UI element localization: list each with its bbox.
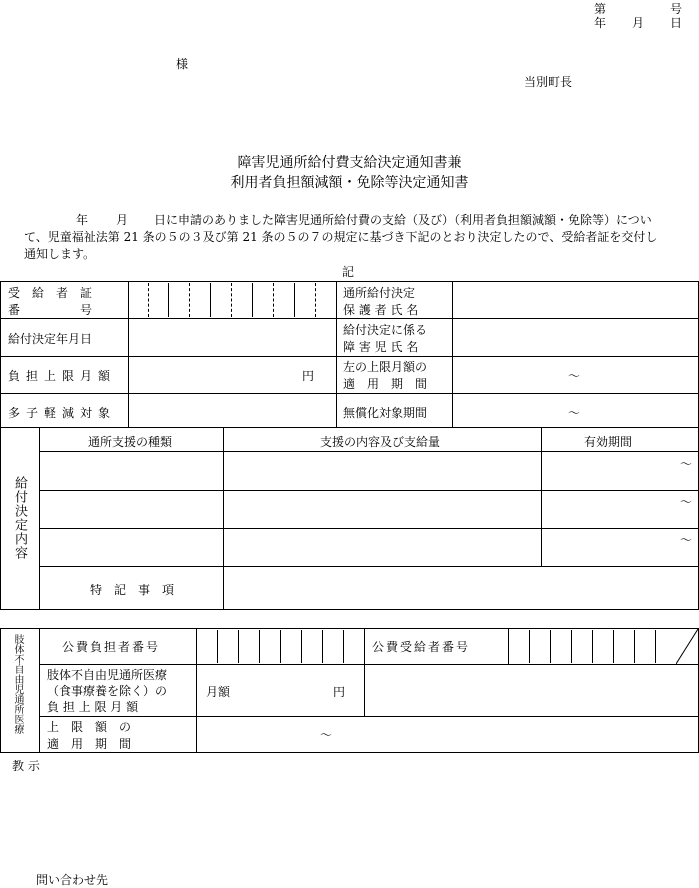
ki-heading: 記: [342, 265, 355, 279]
multi-child-label: 多子軽減対象: [8, 406, 117, 420]
contact-label: 問い合わせ先: [36, 873, 109, 887]
period-tilde: ～: [568, 369, 581, 383]
number-dai: 第: [594, 2, 607, 16]
addressee-sama: 様: [176, 57, 189, 71]
child-label-1: 給付決定に係る: [343, 323, 428, 337]
date-month: 月: [632, 16, 645, 30]
payer-number-label: 公費負担者番号: [62, 640, 161, 654]
decision-content-side-label: 給付決定内容: [12, 476, 27, 560]
diagonal-slash-cell: [676, 629, 698, 664]
recipient-no-label-1: 受 給 者 証: [8, 286, 93, 300]
valid-tilde-2: ～: [680, 495, 693, 509]
recipient-number-label: 公費受給者番号: [372, 640, 471, 654]
limit-period-tilde: ～: [320, 728, 333, 742]
medical-monthly-yen: 円: [333, 685, 346, 699]
free-period-tilde: ～: [568, 406, 581, 420]
free-period-label: 無償化対象期間: [343, 406, 428, 420]
guardian-label-1: 通所給付決定: [343, 286, 416, 300]
medical-limit-label-3: 負 担 上 限 月 額: [47, 700, 139, 714]
child-label-2: 障 害 児 氏 名: [343, 340, 419, 354]
col-content-header: 支援の内容及び支給量: [320, 435, 441, 449]
valid-tilde-1: ～: [680, 457, 693, 471]
number-go: 号: [670, 2, 683, 16]
guardian-label-2: 保 護 者 氏 名: [343, 303, 419, 317]
medical-limit-label-2: （食事療養を除く）の: [47, 684, 168, 698]
col-valid-header: 有効期間: [584, 435, 633, 449]
limit-period-label-2: 適 用 期 間: [47, 737, 132, 751]
recipient-no-label-2: 番 号: [8, 303, 93, 317]
kyouji-label: 教 示: [12, 759, 40, 773]
body-line-1: 日に申請のありました障害児通所給付費の支給（及び）（利用者負担額減額・免除等）につい: [154, 213, 652, 227]
body-month: 月: [116, 213, 129, 227]
monthly-limit-label: 負担上限月額: [8, 369, 117, 383]
special-notes-label: 特 記 事 項: [90, 583, 175, 597]
medical-side-label: 肢体不自由児通所医療: [12, 634, 23, 734]
monthly-limit-yen: 円: [302, 369, 315, 383]
title-line-1: 障害児通所給付費支給決定通知書兼: [237, 155, 462, 171]
col-service-header: 通所支援の種類: [88, 435, 173, 449]
medical-monthly-label: 月額: [206, 685, 231, 699]
decision-date-label: 給付決定年月日: [8, 332, 93, 346]
period-label-1: 左の上限月額の: [343, 360, 428, 374]
body-year: 年: [76, 213, 89, 227]
date-day: 日: [670, 16, 683, 30]
title-line-2: 利用者負担額減額・免除等決定通知書: [230, 175, 469, 191]
limit-period-label-1: 上 限 額 の: [47, 720, 132, 734]
body-line-2: て、児童福祉法第 21 条の５の３及び第 21 条の５の７の規定に基づき下記のとおり決定したので、受給者証を交付し: [24, 230, 658, 244]
issuer-name: 当別町長: [524, 75, 573, 89]
medical-limit-label-1: 肢体不自由児通所医療: [47, 668, 168, 682]
period-label-2: 適 用 期 間: [343, 377, 428, 391]
body-line-3: 通知します。: [24, 247, 96, 261]
valid-tilde-3: ～: [680, 533, 693, 547]
date-year: 年: [594, 16, 607, 30]
